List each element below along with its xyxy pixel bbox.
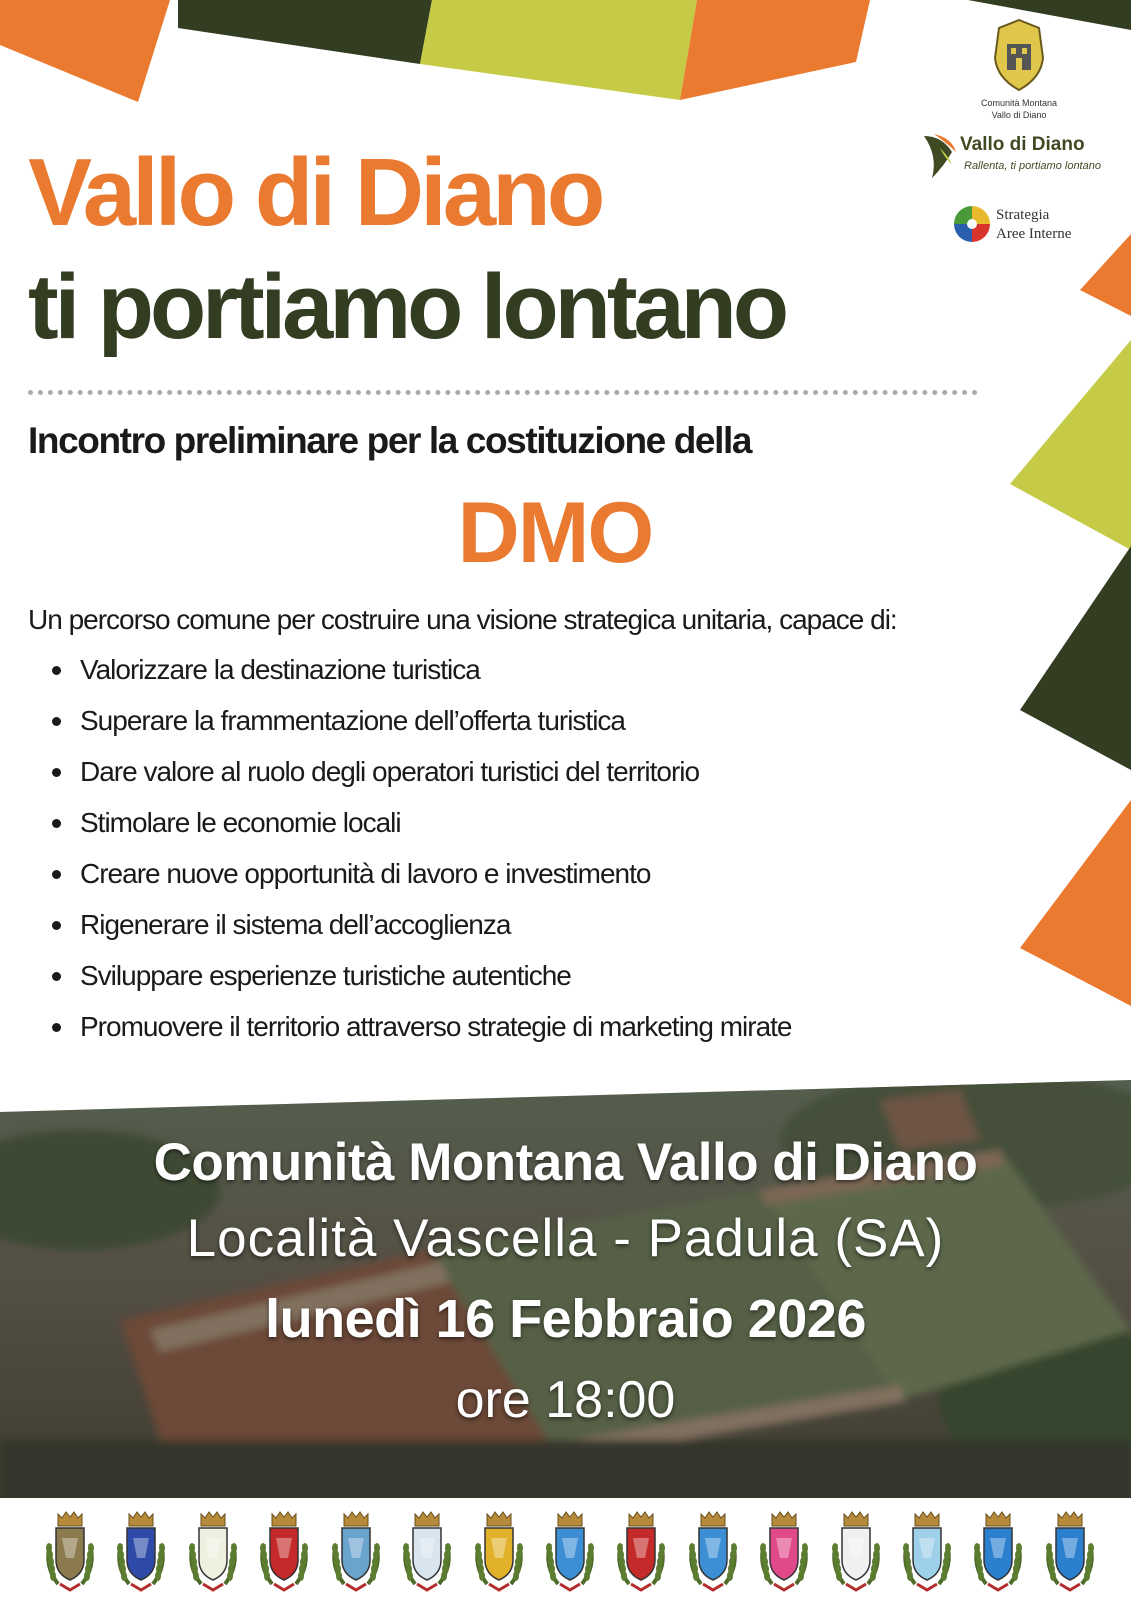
list-item: Superare la frammentazione dell’offerta turistica bbox=[48, 701, 792, 752]
headline-line2: ti portiamo lontano bbox=[28, 256, 786, 358]
crest-13-icon bbox=[968, 1504, 1028, 1594]
crest-3-icon bbox=[254, 1504, 314, 1594]
vallo-di-diano-logo-title: Vallo di Diano bbox=[960, 134, 1085, 155]
comunita-montana-crest-icon bbox=[40, 1504, 100, 1594]
objectives-list bbox=[48, 650, 792, 1058]
dotted-divider bbox=[28, 390, 978, 395]
strategia-logo-line2: Aree Interne bbox=[996, 226, 1072, 242]
dmo-acronym: DMO bbox=[457, 485, 653, 581]
crest-4-icon bbox=[326, 1504, 386, 1594]
crest-14-icon bbox=[1040, 1504, 1100, 1594]
comunita-montana-caption-line1: Comunità Montana bbox=[980, 98, 1058, 108]
leaf-logo-icon bbox=[922, 130, 958, 180]
crest-8-icon bbox=[611, 1504, 671, 1594]
crest-1-icon bbox=[111, 1504, 171, 1594]
crest-6-icon bbox=[469, 1504, 529, 1594]
vallo-di-diano-logo-tagline: Rallenta, ti portiamo lontano bbox=[964, 160, 1101, 172]
list-item: Stimolare le economie locali bbox=[48, 803, 792, 854]
headline-line1: Vallo di Diano bbox=[28, 139, 602, 246]
list-item: Creare nuove opportunità di lavoro e investimento bbox=[48, 854, 792, 905]
crest-9-icon bbox=[683, 1504, 743, 1594]
event-venue: Comunità Montana Vallo di Diano bbox=[153, 1133, 978, 1192]
intro-text: Un percorso comune per costruire una visione strategica unitaria, capace di: bbox=[28, 604, 897, 635]
municipal-crests-row bbox=[40, 1498, 1100, 1594]
crest-11-icon bbox=[826, 1504, 886, 1594]
crest-2-icon bbox=[183, 1504, 243, 1594]
event-location: Località Vascella - Padula (SA) bbox=[186, 1209, 945, 1268]
subtitle: Incontro preliminare per la costituzione della bbox=[28, 420, 752, 461]
strategia-aree-interne-logo bbox=[952, 204, 1122, 250]
strategia-logo-line1: Strategia bbox=[996, 207, 1050, 223]
crest-7-icon bbox=[540, 1504, 600, 1594]
strategia-logo-icon bbox=[952, 204, 992, 244]
list-item: Rigenerare il sistema dell’accoglienza bbox=[48, 905, 792, 956]
crest-5-icon bbox=[397, 1504, 457, 1594]
crest-12-icon bbox=[897, 1504, 957, 1594]
crest-10-icon bbox=[754, 1504, 814, 1594]
list-item: Valorizzare la destinazione turistica bbox=[48, 650, 792, 701]
list-item: Promuovere il territorio attraverso strategie di marketing mirate bbox=[48, 1007, 792, 1058]
event-time: ore 18:00 bbox=[455, 1371, 676, 1429]
comunita-montana-caption-line2: Vallo di Diano bbox=[991, 110, 1047, 120]
comunita-montana-logo bbox=[960, 18, 1078, 121]
comunita-montana-crest-icon bbox=[991, 18, 1047, 92]
event-date: lunedì 16 Febbraio 2026 bbox=[265, 1289, 866, 1349]
vallo-di-diano-logo bbox=[922, 130, 1122, 182]
list-item: Sviluppare esperienze turistiche autentiche bbox=[48, 956, 792, 1007]
list-item: Dare valore al ruolo degli operatori turistici del territorio bbox=[48, 752, 792, 803]
